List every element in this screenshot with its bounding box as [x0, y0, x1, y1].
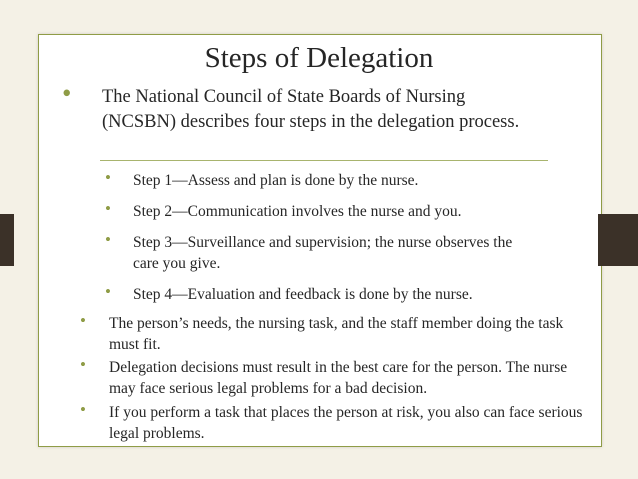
bullet-marker: •: [105, 282, 111, 301]
bullet-marker: •: [62, 78, 72, 108]
point-item: The person’s needs, the nursing task, and the staff member doing the task must fit.: [109, 315, 564, 353]
bullet-marker: •: [105, 230, 111, 249]
bullet-marker: •: [80, 355, 86, 374]
right-decorative-tab: [598, 214, 638, 266]
step-item: Step 3—Surveillance and supervision; the nurse observes the care you give.: [133, 234, 513, 272]
divider-line: [100, 160, 548, 161]
step-item: Step 4—Evaluation and feedback is done by the nurse.: [133, 286, 473, 303]
point-item: Delegation decisions must result in the best care for the person. The nurse may face serious legal problems for a bad decision.: [109, 359, 568, 397]
step-item: Step 1—Assess and plan is done by the nurse.: [133, 172, 419, 189]
intro-text: The National Council of State Boards of Nursing (NCSBN) describes four steps in the delegation process.: [102, 87, 520, 132]
bullet-marker: •: [80, 311, 86, 330]
bullet-marker: •: [105, 199, 111, 218]
bullet-marker: •: [105, 168, 111, 187]
step-item: Step 2—Communication involves the nurse and you.: [133, 203, 462, 220]
point-item: If you perform a task that places the person at risk, you also can face serious legal problems.: [109, 404, 583, 442]
left-decorative-tab: [0, 214, 14, 266]
slide-title: Steps of Delegation: [204, 42, 434, 74]
bullet-marker: •: [80, 400, 86, 419]
